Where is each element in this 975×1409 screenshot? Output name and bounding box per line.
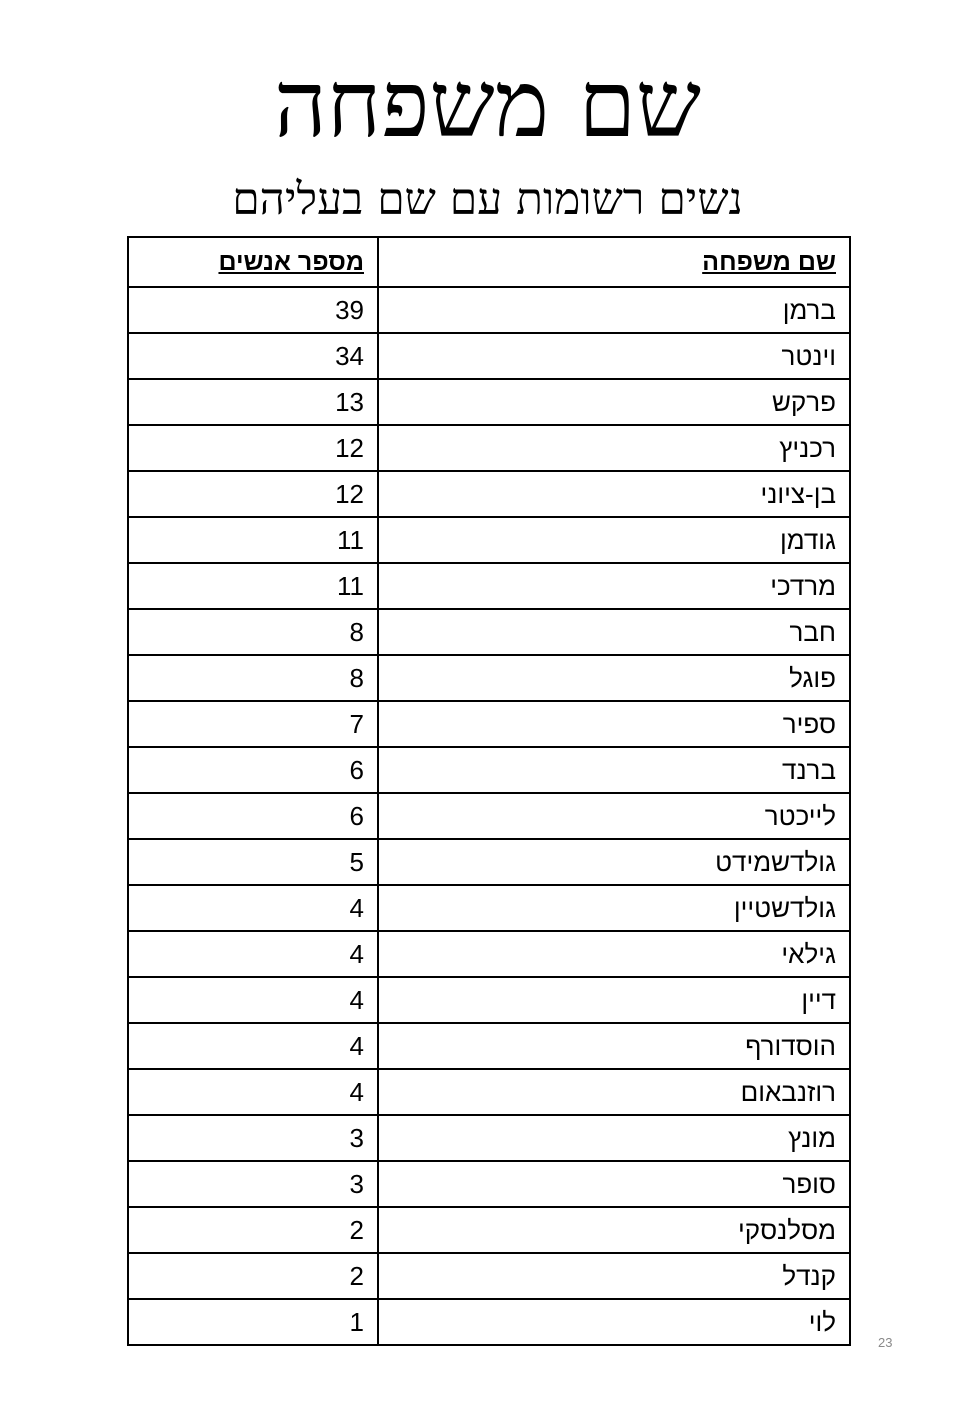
surname-table <box>127 236 851 1346</box>
table-row <box>128 885 850 931</box>
count-cell: 4 <box>128 1069 378 1115</box>
table-row <box>128 1069 850 1115</box>
table-row <box>128 425 850 471</box>
count-cell: 12 <box>128 425 378 471</box>
table-row <box>128 655 850 701</box>
table-row <box>128 1299 850 1345</box>
count-cell: 5 <box>128 839 378 885</box>
table-row <box>128 471 850 517</box>
page-number: 23 <box>878 1335 893 1350</box>
count-cell: 4 <box>128 931 378 977</box>
table-row <box>128 287 850 333</box>
page-subtitle: נשים רשומות עם שם בעליהם <box>232 174 743 225</box>
page-title: שם משפחה <box>273 51 702 158</box>
surname-cell: גודמן <box>378 517 850 563</box>
table-row <box>128 1207 850 1253</box>
table-row <box>128 333 850 379</box>
count-cell: 4 <box>128 1023 378 1069</box>
count-cell: 3 <box>128 1161 378 1207</box>
table-row <box>128 701 850 747</box>
table-row <box>128 1253 850 1299</box>
surname-cell: דיין <box>378 977 850 1023</box>
count-cell: 2 <box>128 1207 378 1253</box>
table-row <box>128 1161 850 1207</box>
table-row <box>128 1023 850 1069</box>
surname-cell: פוגל <box>378 655 850 701</box>
count-cell: 4 <box>128 977 378 1023</box>
table-row <box>128 747 850 793</box>
count-cell: 4 <box>128 885 378 931</box>
surname-cell: ספיר <box>378 701 850 747</box>
table-row <box>128 563 850 609</box>
count-cell: 34 <box>128 333 378 379</box>
count-cell: 7 <box>128 701 378 747</box>
surname-cell: סופר <box>378 1161 850 1207</box>
table-row <box>128 379 850 425</box>
surname-cell: רכניץ <box>378 425 850 471</box>
surname-cell: קנדל <box>378 1253 850 1299</box>
surname-cell: חבר <box>378 609 850 655</box>
count-cell: 11 <box>128 517 378 563</box>
table-row <box>128 793 850 839</box>
surname-cell: וינטר <box>378 333 850 379</box>
count-cell: 11 <box>128 563 378 609</box>
count-cell: 1 <box>128 1299 378 1345</box>
table-row <box>128 1115 850 1161</box>
count-cell: 2 <box>128 1253 378 1299</box>
table-row <box>128 977 850 1023</box>
surname-cell: לוי <box>378 1299 850 1345</box>
count-cell: 39 <box>128 287 378 333</box>
surname-cell: גולדשמידט <box>378 839 850 885</box>
surname-cell: מרדכי <box>378 563 850 609</box>
surname-cell: מונץ <box>378 1115 850 1161</box>
count-cell: 6 <box>128 747 378 793</box>
surname-cell: ברמן <box>378 287 850 333</box>
table-row <box>128 517 850 563</box>
table-row <box>128 839 850 885</box>
surname-cell: לייכטר <box>378 793 850 839</box>
table-row <box>128 609 850 655</box>
count-cell: 8 <box>128 655 378 701</box>
count-cell: 13 <box>128 379 378 425</box>
count-cell: 8 <box>128 609 378 655</box>
count-cell: 6 <box>128 793 378 839</box>
count-cell: 3 <box>128 1115 378 1161</box>
table-row <box>128 931 850 977</box>
count-column-header: מספר אנשים <box>128 237 378 287</box>
surname-cell: הוסדורף <box>378 1023 850 1069</box>
surname-cell: מסלנסקי <box>378 1207 850 1253</box>
surname-cell: פרקש <box>378 379 850 425</box>
table-body <box>128 287 850 1345</box>
count-cell: 12 <box>128 471 378 517</box>
surname-column-header: שם משפחה <box>378 237 850 287</box>
surname-cell: בן-ציוני <box>378 471 850 517</box>
table-header-row <box>128 237 850 287</box>
surname-cell: גילאי <box>378 931 850 977</box>
surname-cell: גולדשטיין <box>378 885 850 931</box>
surname-cell: ברנד <box>378 747 850 793</box>
surname-cell: רוזנבאום <box>378 1069 850 1115</box>
